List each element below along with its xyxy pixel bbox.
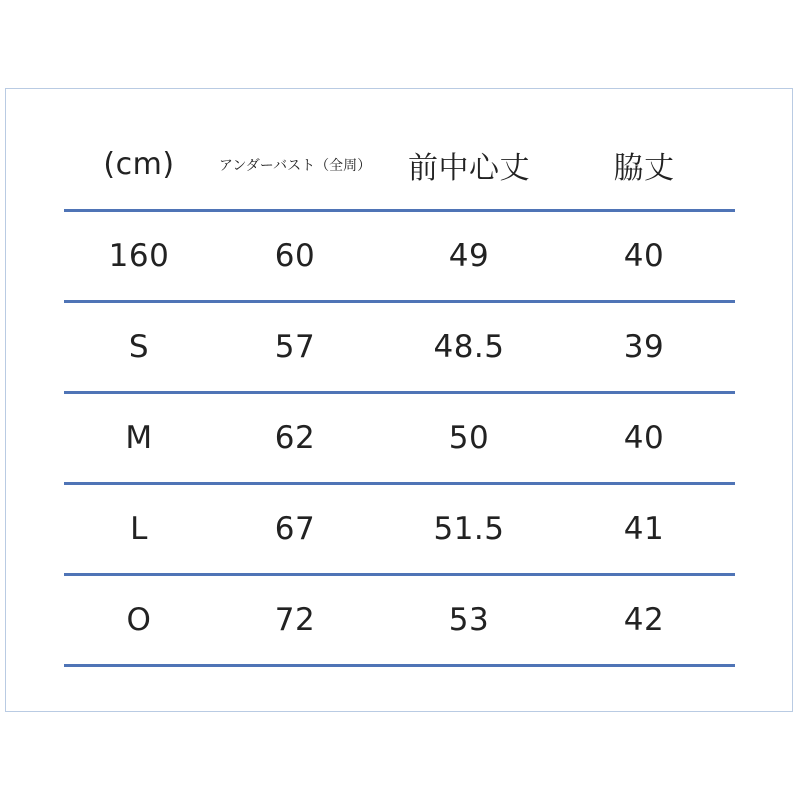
table-row xyxy=(64,303,735,394)
side-length-cell: 41 xyxy=(623,511,665,547)
size-chart-table xyxy=(64,120,735,667)
front-center-length-cell: 53 xyxy=(448,602,490,638)
size-cell: L xyxy=(130,511,148,547)
side-length-header: 脇丈 xyxy=(613,150,675,186)
underbust-header: アンダーバスト（全周） xyxy=(218,157,372,174)
size-cell: O xyxy=(126,602,152,638)
table-row xyxy=(64,394,735,485)
front-center-length-cell: 49 xyxy=(448,238,490,274)
side-length-cell: 40 xyxy=(623,420,665,456)
front-center-length-cell: 51.5 xyxy=(433,511,505,547)
underbust-cell: 60 xyxy=(274,238,316,274)
side-length-cell: 39 xyxy=(623,329,665,365)
size-cell: S xyxy=(128,329,150,365)
header-row xyxy=(64,120,735,212)
table-row xyxy=(64,485,735,576)
underbust-cell: 62 xyxy=(274,420,316,456)
unit-header: (cm) xyxy=(103,147,175,182)
side-length-cell: 40 xyxy=(623,238,665,274)
front-center-length-cell: 48.5 xyxy=(433,329,505,365)
underbust-cell: 67 xyxy=(274,511,316,547)
table-row xyxy=(64,576,735,667)
table-row xyxy=(64,212,735,303)
underbust-cell: 57 xyxy=(274,329,316,365)
size-cell: M xyxy=(125,420,153,456)
size-cell: 160 xyxy=(108,238,170,274)
front-center-length-header: 前中心丈 xyxy=(408,150,530,186)
side-length-cell: 42 xyxy=(623,602,665,638)
underbust-cell: 72 xyxy=(274,602,316,638)
front-center-length-cell: 50 xyxy=(448,420,490,456)
